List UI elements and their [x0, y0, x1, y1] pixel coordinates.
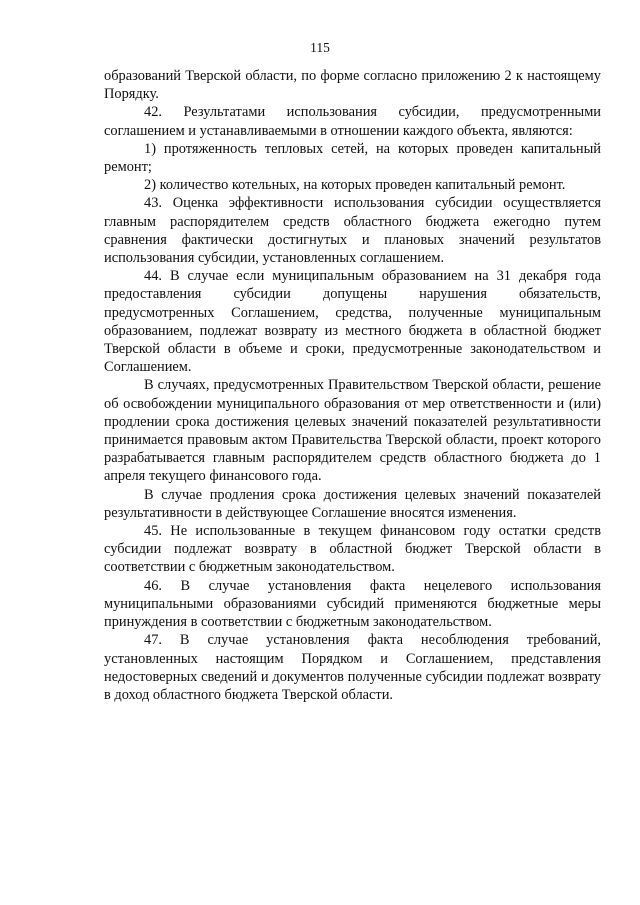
paragraph-item-44: 44. В случае если муниципальным образованием на 31 декабря года предоставления субсидии допущены нарушения обязательств, предусмотренных Соглашением, средства, полученные муниципальным образованием, подлежат возврату из местного бюджета в областной бюджет Тверской области в объеме и сроки, предусмотренные законодательством и Соглашением.: [104, 268, 601, 376]
paragraph-continuation: образований Тверской области, по форме согласно приложению 2 к настоящему Порядку.: [104, 68, 601, 103]
paragraph-item-46: 46. В случае установления факта нецелевого использования муниципальными образованиями субсидий применяются бюджетные меры принуждения в соответствии с бюджетным законодательством.: [104, 577, 601, 631]
paragraph-item-44-extension: В случае продления срока достижения целевых значений показателей результативности в действующее Соглашение вносятся изменения.: [104, 486, 601, 521]
paragraph-item-42: 42. Результатами использования субсидии, предусмотренными соглашением и устанавливаемыми в отношении каждого объекта, являются:: [104, 104, 601, 139]
paragraph-item-47: 47. В случае установления факта несоблюдения требований, установленных настоящим Порядком и Соглашением, представления недостоверных сведений и документов полученные субсидии подлежат возврату в доход областного бюджета Тверской области.: [104, 632, 601, 703]
paragraph-item-45: 45. Не использованные в текущем финансовом году остатки средств субсидии подлежат возврату в областной бюджет Тверской области в соответствии с бюджетным законодательством.: [104, 523, 601, 576]
paragraph-subitem-1: 1) протяженность тепловых сетей, на которых проведен капитальный ремонт;: [104, 140, 601, 176]
page-number: 115: [310, 40, 330, 55]
paragraph-subitem-2: 2) количество котельных, на которых проведен капитальный ремонт.: [144, 177, 566, 194]
paragraph-item-43: 43. Оценка эффективности использования субсидии осуществляется главным распорядителем средств областного бюджета ежегодно путем сравнения фактически достигнутых и плановых значений результатов использования субсидии, установленных соглашением.: [104, 195, 601, 267]
paragraph-item-44-exemption: В случаях, предусмотренных Правительством Тверской области, решение об освобождении муниципального образования от мер ответственности и (или) продлении срока достижения целевых значений показателей результативности принимается правовым актом Правительства Тверской области, проект которого разрабатывается главным распорядителем средств областного бюджета до 1 апреля текущего финансового года.: [104, 377, 601, 485]
document-body: [104, 67, 601, 704]
